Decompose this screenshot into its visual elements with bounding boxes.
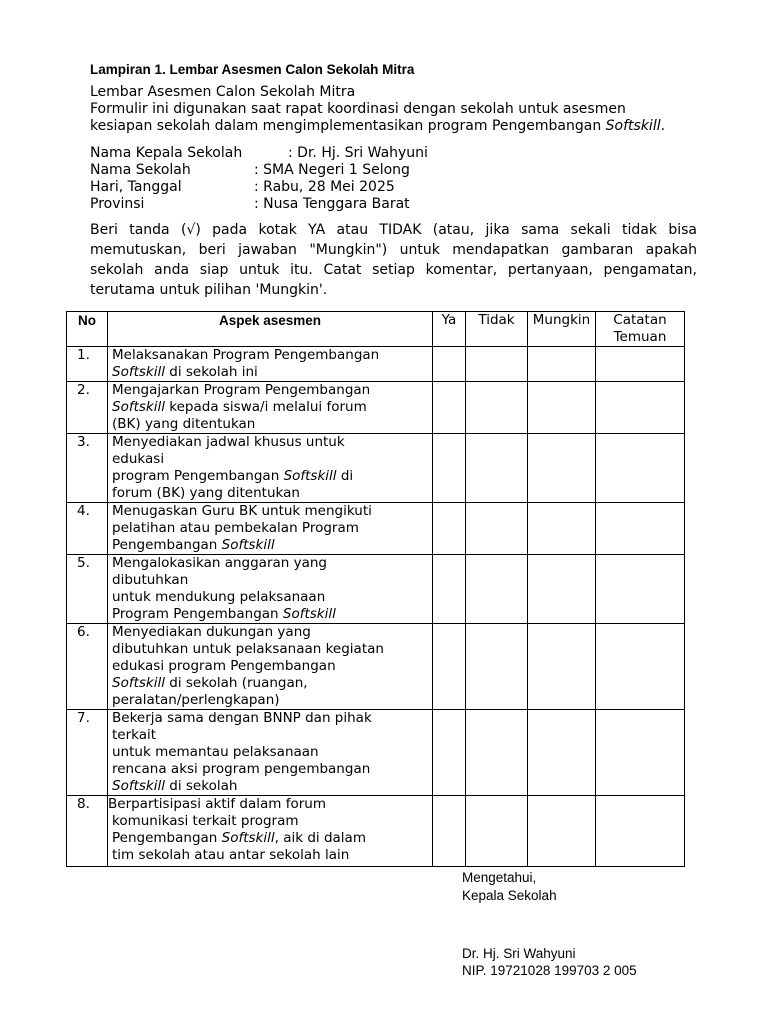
aspect-text: [108, 710, 433, 796]
aspect-text: [108, 796, 433, 867]
row-number: 4.: [67, 503, 108, 555]
ya-cell[interactable]: [433, 710, 466, 796]
tidak-cell[interactable]: [466, 796, 528, 867]
ya-cell[interactable]: [433, 434, 466, 503]
row-number: 5.: [67, 555, 108, 624]
principal-title: Kepala Sekolah: [462, 888, 557, 903]
assessment-table: [66, 311, 685, 867]
aspect-line: untuk mendukung pelaksanaan: [112, 589, 326, 605]
table-header-row: [67, 312, 685, 347]
aspect-line: Pengembangan Softskill: [112, 537, 275, 553]
table-row: [67, 382, 685, 434]
tidak-cell[interactable]: [466, 382, 528, 434]
aspect-line: program Pengembangan Softskill di: [112, 468, 354, 484]
aspect-line: tim sekolah atau antar sekolah lain: [112, 847, 350, 863]
tidak-cell[interactable]: [466, 503, 528, 555]
aspect-line: Program Pengembangan Softskill: [112, 606, 336, 622]
aspect-line: komunikasi terkait program: [112, 813, 299, 829]
aspect-line: Mengalokasikan anggaran yang: [112, 555, 327, 571]
ya-cell[interactable]: [433, 503, 466, 555]
ya-cell[interactable]: [433, 555, 466, 624]
catatan-cell[interactable]: [596, 624, 685, 710]
aspect-text: [108, 382, 433, 434]
catatan-cell[interactable]: [596, 503, 685, 555]
table-row: [67, 503, 685, 555]
aspect-text: [108, 347, 433, 382]
tidak-cell[interactable]: [466, 555, 528, 624]
aspect-text: [108, 503, 433, 555]
row-number: 6.: [67, 624, 108, 710]
principal-name: Dr. Hj. Sri Wahyuni: [462, 946, 576, 961]
header-no: No: [67, 312, 108, 347]
row-number: 2.: [67, 382, 108, 434]
aspect-line: Bekerja sama dengan BNNP dan pihak: [112, 710, 372, 726]
header-mungkin: Mungkin: [528, 312, 596, 347]
aspect-line: Mengajarkan Program Pengembangan: [112, 382, 371, 398]
info-row: Nama Kepala Sekolah : Dr. Hj. Sri Wahyuni: [90, 145, 428, 161]
catatan-cell[interactable]: [596, 434, 685, 503]
mungkin-cell[interactable]: [528, 382, 596, 434]
form-description-line2: kesiapan sekolah dalam mengimplementasikan program Pengembangan Softskill.: [90, 118, 666, 134]
tidak-cell[interactable]: [466, 434, 528, 503]
catatan-cell[interactable]: [596, 796, 685, 867]
table-row: [67, 347, 685, 382]
catatan-cell[interactable]: [596, 347, 685, 382]
aspect-line: terkait: [112, 727, 157, 743]
aspect-line: untuk memantau pelaksanaan: [112, 744, 319, 760]
tidak-cell[interactable]: [466, 624, 528, 710]
table-row: [67, 624, 685, 710]
table-row: [67, 710, 685, 796]
aspect-line: Softskill di sekolah: [112, 778, 238, 794]
aspect-line: Menyediakan dukungan yang: [112, 624, 311, 640]
mungkin-cell[interactable]: [528, 503, 596, 555]
aspect-line: Menyediakan jadwal khusus untuk: [112, 434, 345, 450]
mungkin-cell[interactable]: [528, 434, 596, 503]
intro-block: [90, 84, 730, 135]
aspect-line: (BK) yang ditentukan: [112, 416, 256, 432]
aspect-line: edukasi: [112, 451, 165, 467]
aspect-text: [108, 624, 433, 710]
aspect-line: peralatan/perlengkapan): [112, 692, 280, 708]
aspect-text: [108, 434, 433, 503]
aspect-line: Softskill di sekolah (ruangan,: [112, 675, 308, 691]
table-row: [67, 555, 685, 624]
row-number: 7.: [67, 710, 108, 796]
info-row: Provinsi : Nusa Tenggara Barat: [90, 196, 410, 212]
aspect-line: Softskill kepada siswa/i melalui forum: [112, 399, 367, 415]
row-number: 3.: [67, 434, 108, 503]
principal-nip: NIP. 19721028 199703 2 005: [462, 963, 637, 978]
catatan-cell[interactable]: [596, 382, 685, 434]
mungkin-cell[interactable]: [528, 624, 596, 710]
ya-cell[interactable]: [433, 796, 466, 867]
school-info: [90, 145, 428, 213]
form-description-line1: Formulir ini digunakan saat rapat koordinasi dengan sekolah untuk asesmen: [90, 101, 626, 117]
table-row: [67, 796, 685, 867]
aspect-line: Melaksanakan Program Pengembangan: [112, 347, 380, 363]
aspect-line: dibutuhkan untuk pelaksanaan kegiatan: [112, 641, 384, 657]
aspect-text: [108, 555, 433, 624]
attachment-heading: Lampiran 1. Lembar Asesmen Calon Sekolah Mitra: [90, 62, 415, 77]
aspect-line: Softskill di sekolah ini: [112, 364, 258, 380]
header-catatan: Catatan Temuan: [596, 312, 685, 347]
aspect-line: Pengembangan Softskill, aik di dalam: [112, 830, 366, 846]
header-aspek: Aspek asesmen: [108, 312, 433, 347]
aspect-line: pelatihan atau pembekalan Program: [112, 520, 359, 536]
table-row: [67, 434, 685, 503]
aspect-line: Menugaskan Guru BK untuk mengikuti: [112, 503, 372, 519]
row-number: 8.: [67, 796, 108, 867]
info-row: Hari, Tanggal : Rabu, 28 Mei 2025: [90, 179, 395, 195]
header-ya: Ya: [433, 312, 466, 347]
catatan-cell[interactable]: [596, 710, 685, 796]
aspect-line: forum (BK) yang ditentukan: [112, 485, 300, 501]
ya-cell[interactable]: [433, 382, 466, 434]
tidak-cell[interactable]: [466, 710, 528, 796]
mungkin-cell[interactable]: [528, 347, 596, 382]
mungkin-cell[interactable]: [528, 710, 596, 796]
header-tidak: Tidak: [466, 312, 528, 347]
ya-cell[interactable]: [433, 624, 466, 710]
form-title: Lembar Asesmen Calon Sekolah Mitra: [90, 84, 356, 100]
aspect-line: rencana aksi program pengembangan: [112, 761, 371, 777]
mungkin-cell[interactable]: [528, 796, 596, 867]
info-row: Nama Sekolah : SMA Negeri 1 Selong: [90, 162, 410, 178]
aspect-line: Berpartisipasi aktif dalam forum: [108, 796, 327, 812]
row-number: 1.: [67, 347, 108, 382]
ya-cell[interactable]: [433, 347, 466, 382]
aspect-line: dibutuhkan: [112, 572, 189, 588]
aspect-line: edukasi program Pengembangan: [112, 658, 336, 674]
catatan-cell[interactable]: [596, 555, 685, 624]
instructions: Beri tanda (√) pada kotak YA atau TIDAK (atau, jika sama sekali tidak bisa memutuskan, beri jawaban "Mungkin") untuk mendapatkan gambaran apakah sekolah anda siap untuk itu. Catat setiap komentar, pertanyaan, pengamatan, terutama untuk pilihan 'Mungkin'.: [90, 222, 697, 298]
acknowledged-label: Mengetahui,: [462, 870, 537, 885]
tidak-cell[interactable]: [466, 347, 528, 382]
mungkin-cell[interactable]: [528, 555, 596, 624]
